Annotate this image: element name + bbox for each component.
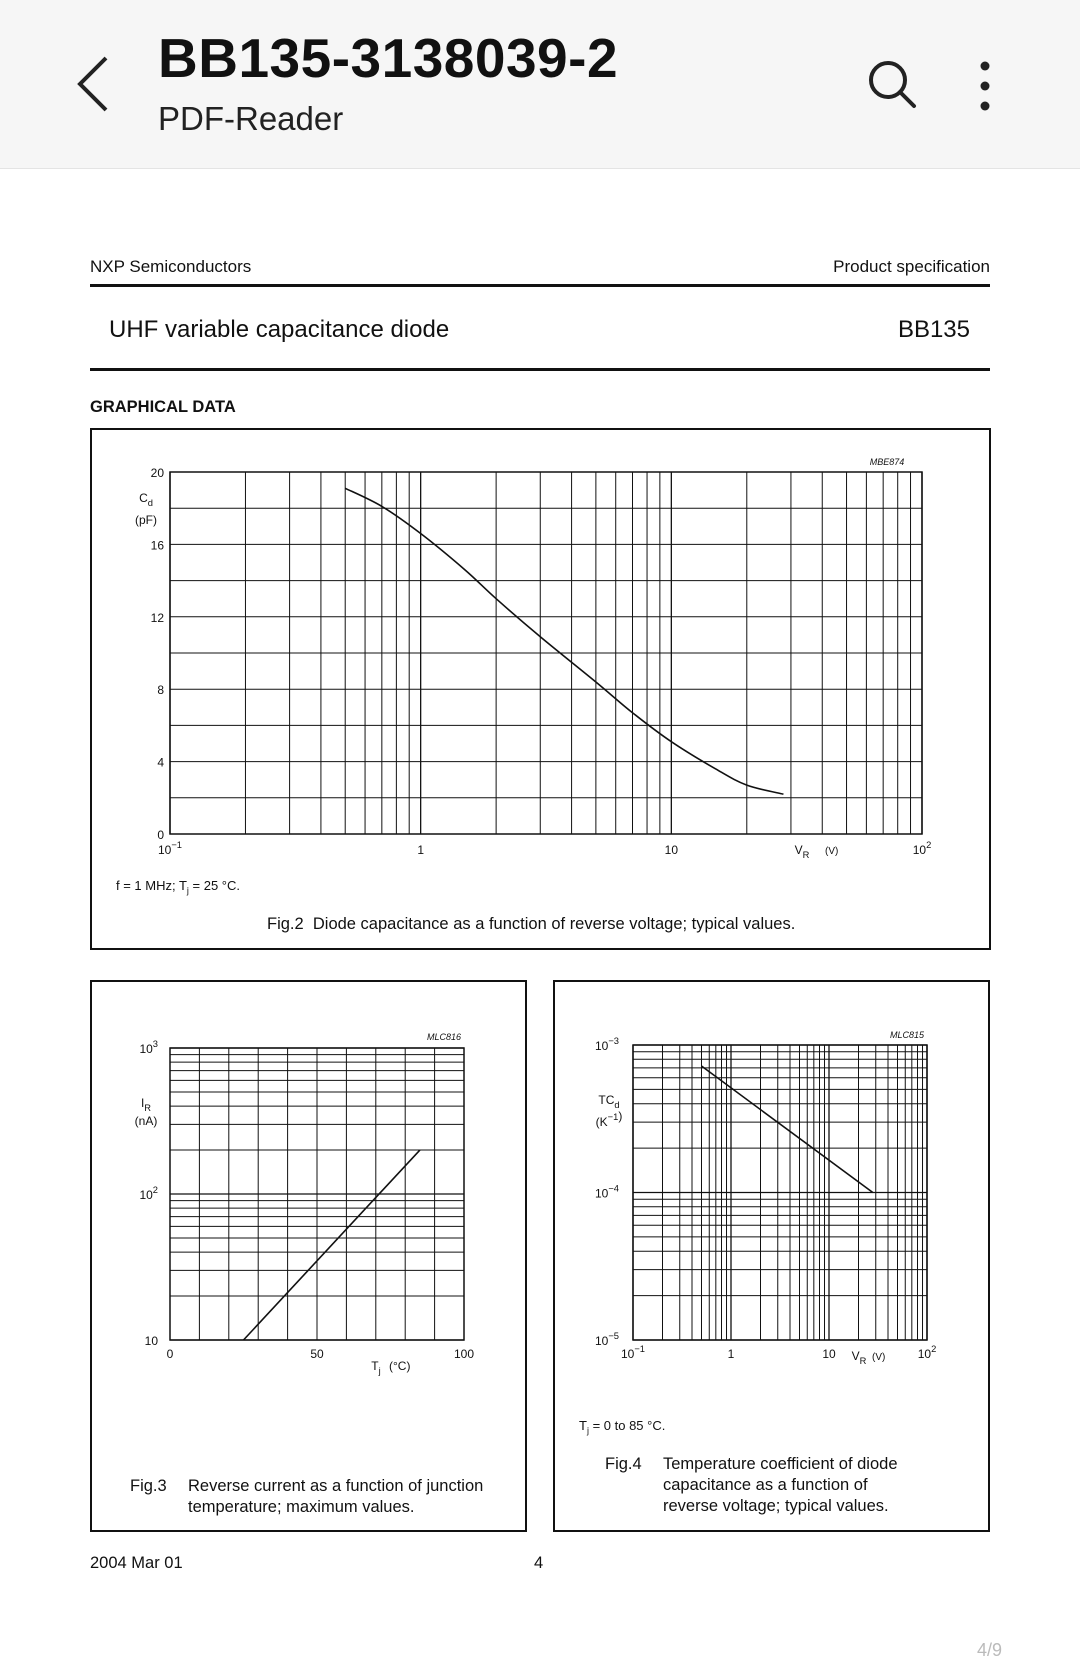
company-name: NXP Semiconductors xyxy=(90,257,252,276)
fig2-x-tick: 10 xyxy=(664,843,679,857)
fig2-chart xyxy=(92,430,989,870)
fig2-x-unit: (V) xyxy=(825,846,839,857)
fig4-x-tick: $10^2$ xyxy=(917,1344,937,1361)
app-subtitle: PDF-Reader xyxy=(158,100,344,137)
fig2-x-tick: $10^2$ xyxy=(912,840,932,857)
fig2-y-tick: 16 xyxy=(150,538,164,553)
fig4-condition: $T_j = 0$ to 85 °C. xyxy=(579,1418,666,1436)
figure-3-box: 10 $10^2$ $10^3$ 0 50 100 $I_R$ (nA) $T_j$ (°C) MLC816 Fig.3 Reverse current as a function of junction temperature; maximum values. xyxy=(90,980,527,1532)
fig4-y-tick: $10^{-5}$ xyxy=(594,1331,620,1348)
fig4-x-tick: 1 xyxy=(727,1347,735,1361)
search-icon[interactable] xyxy=(864,56,920,112)
fig4-x-tick: 10 xyxy=(822,1347,836,1361)
fig2-y-tick: 12 xyxy=(150,610,164,625)
fig3-y-tick: $10^2$ xyxy=(139,1185,158,1202)
fig2-x-label: $V_R$ xyxy=(794,843,810,860)
app-title: BB135-3138039-2 xyxy=(158,27,619,89)
fig3-curve xyxy=(244,1150,420,1340)
app-bar xyxy=(0,0,1080,169)
fig2-figure-id: MBE874 xyxy=(869,457,905,467)
fig4-figure-id: MLC815 xyxy=(889,1030,925,1040)
fig4-y-tick: $10^{-3}$ xyxy=(594,1036,620,1053)
page-indicator: 4/9 xyxy=(976,1640,1002,1660)
fig3-y-tick: $10^3$ xyxy=(139,1039,158,1056)
more-vertical-icon[interactable] xyxy=(970,56,1000,116)
fig4-x-label: $V_R$ xyxy=(851,1349,867,1366)
fig2-y-tick: 8 xyxy=(157,683,164,698)
fig2-y-label: $C_d$ xyxy=(139,491,153,508)
back-chevron-icon[interactable] xyxy=(70,52,126,116)
fig4-y-unit: $(K^{-1})$ xyxy=(595,1109,623,1129)
fig3-y-tick: 10 xyxy=(144,1334,158,1348)
fig3-x-tick: 0 xyxy=(166,1347,174,1361)
fig4-chart xyxy=(555,982,988,1382)
fig3-x-unit: (°C) xyxy=(389,1359,411,1373)
fig2-curve xyxy=(345,488,783,794)
section-heading: GRAPHICAL DATA xyxy=(90,398,236,416)
fig4-curve xyxy=(701,1066,872,1192)
fig2-y-tick: 20 xyxy=(150,466,164,480)
fig4-x-unit: (V) xyxy=(872,1352,886,1363)
fig4-y-tick: $10^{-4}$ xyxy=(594,1183,620,1201)
fig2-caption: Fig.2 Diode capacitance as a function of reverse voltage; typical values. xyxy=(267,915,796,933)
fig3-figure-id: MLC816 xyxy=(426,1032,462,1042)
fig3-x-label: $T_j$ xyxy=(371,1359,381,1376)
fig2-y-tick: 0 xyxy=(157,828,164,842)
header-rule-bottom xyxy=(90,368,990,371)
header-rule-top xyxy=(90,284,990,287)
fig4-caption-text: Temperature coefficient of diode capacitance as a function of reverse voltage; typical values. xyxy=(663,1455,898,1515)
fig2-x-tick: $10^{-1}$ xyxy=(157,840,183,857)
footer-page-number: 4 xyxy=(534,1554,544,1572)
fig3-caption-text: Reverse current as a function of junction temperature; maximum values. xyxy=(188,1477,484,1516)
doc-title: UHF variable capacitance diode xyxy=(109,316,450,343)
fig3-y-label: $I_R$ xyxy=(140,1096,152,1113)
figure-4-box: $10^{-5}$ $10^{-4}$ $10^{-3}$ $10^{-1}$ 1 10 $10^2$ $TC_d$ $(K^{-1})$ $V_R$ (V) MLC815 $T_j = 0$ to 85 °C. Fig.4 Temperature coefficient of diode capacitance as a function of reverse voltage; typical values. xyxy=(553,980,990,1532)
fig2-y-unit: (pF) xyxy=(135,513,157,527)
fig3-chart xyxy=(92,982,525,1382)
fig3-x-tick: 50 xyxy=(310,1347,324,1361)
figure-2-box xyxy=(90,428,991,950)
fig2-y-tick: 4 xyxy=(157,755,164,770)
fig3-y-unit: (nA) xyxy=(134,1114,158,1128)
fig4-x-tick: $10^{-1}$ xyxy=(620,1344,646,1361)
fig3-x-tick: 100 xyxy=(453,1347,475,1361)
fig4-y-label: $TC_d$ xyxy=(598,1093,620,1110)
fig2-condition: f = 1 MHz; $T_j = 25$ °C. xyxy=(116,878,241,896)
footer-date: 2004 Mar 01 xyxy=(90,1554,183,1572)
doc-type: Product specification xyxy=(833,257,990,276)
fig2-x-tick: 1 xyxy=(417,843,425,857)
doc-part-number: BB135 xyxy=(897,316,970,343)
